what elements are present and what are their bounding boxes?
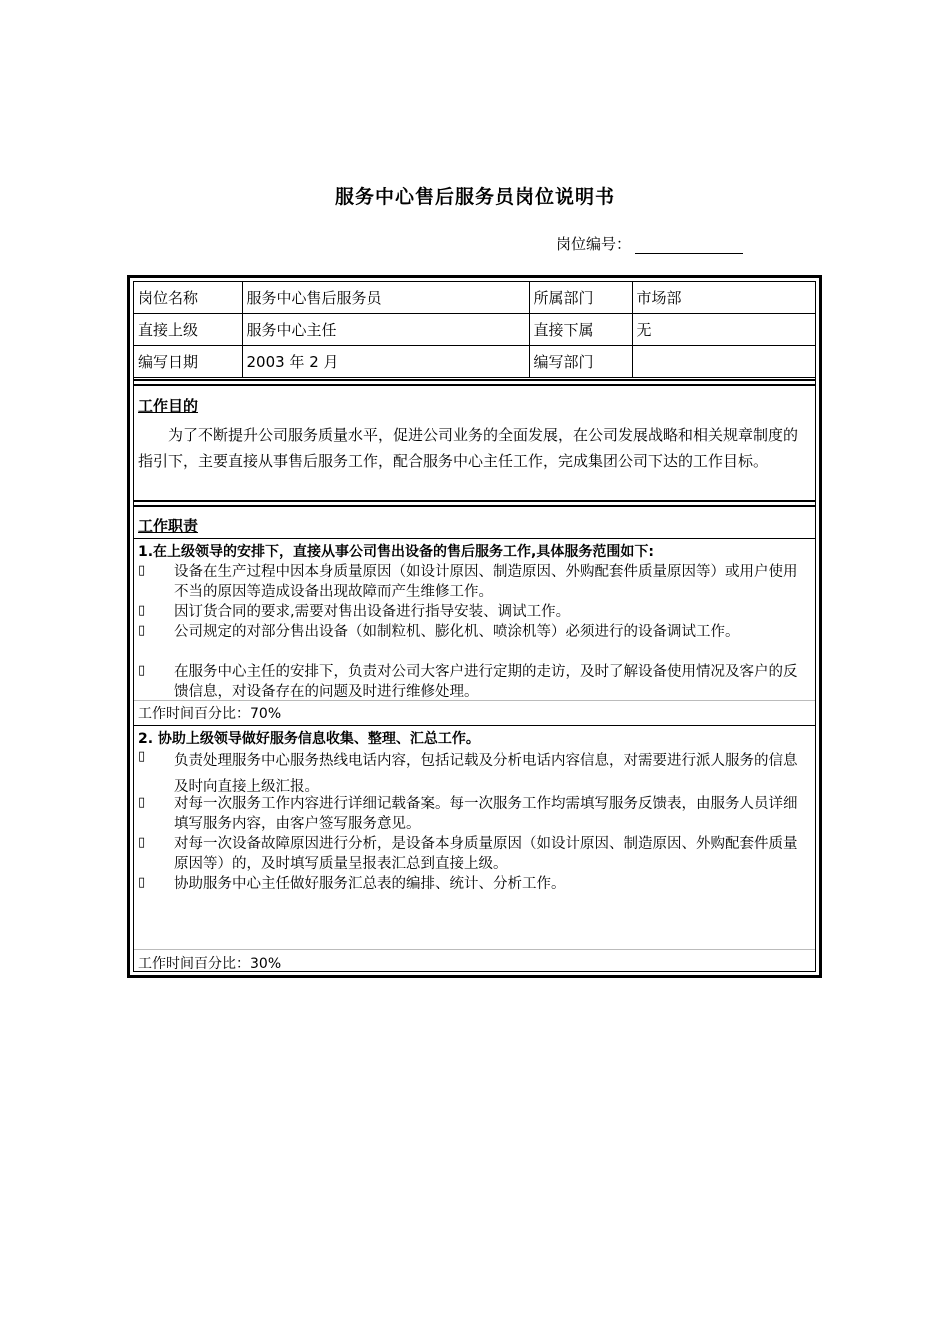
section-divider	[134, 500, 815, 507]
duty-1-title: 1.在上级领导的安排下，直接从事公司售出设备的售后服务工作,具体服务范围如下:	[138, 544, 654, 560]
info-cell: 编写日期	[134, 346, 242, 378]
purpose-text: 为了不断提升公司服务质量水平，促进公司业务的全面发展，在公司发展战略和相关规章制度的指引下，主要直接从事售后服务工作，配合服务中心主任工作，完成集团公司下达的工作目标。	[138, 426, 799, 470]
duty-2-bullet: 对每一次服务工作内容进行详细记载备案。每一次服务工作均需填写服务反馈表，由服务人员详细填写服务内容，由客户签写服务意见。	[174, 796, 798, 832]
info-cell: 岗位名称	[134, 282, 242, 314]
duty-1-bullet: 公司规定的对部分售出设备（如制粒机、膨化机、喷涂机等）必须进行的设备调试工作。	[174, 624, 740, 640]
job-description-inner	[133, 281, 816, 972]
info-row	[134, 282, 815, 314]
bullet-icon: ▯	[138, 875, 146, 890]
info-cell: 市场部	[632, 282, 815, 314]
row-divider	[134, 700, 815, 701]
post-number-label: 岗位编号：	[556, 235, 632, 253]
duty-2-bullet: 协助服务中心主任做好服务汇总表的编排、统计、分析工作。	[174, 876, 566, 892]
row-divider	[134, 538, 815, 539]
info-row	[134, 314, 815, 346]
info-cell: 所属部门	[529, 282, 632, 314]
post-number-field	[556, 233, 743, 254]
section-divider	[134, 379, 815, 386]
bullet-icon: ▯	[138, 663, 146, 678]
bullet-icon: ▯	[138, 795, 146, 810]
purpose-heading: 工作目的	[138, 397, 199, 415]
info-cell	[632, 346, 815, 378]
post-number-blank	[635, 239, 743, 254]
duty-2-time-percent: 工作时间百分比：30%	[138, 956, 282, 972]
info-cell: 服务中心售后服务员	[242, 282, 529, 314]
info-cell: 编写部门	[529, 346, 632, 378]
document-title: 服务中心售后服务员岗位说明书	[334, 186, 615, 208]
info-cell: 2003 年 2 月	[242, 346, 529, 378]
row-divider	[134, 725, 815, 726]
info-cell: 直接上级	[134, 314, 242, 346]
bullet-icon: ▯	[138, 623, 146, 638]
duty-2-title: 2. 协助上级领导做好服务信息收集、整理、汇总工作。	[138, 731, 480, 747]
duty-1-bullet: 因订货合同的要求,需要对售出设备进行指导安装、调试工作。	[174, 604, 571, 620]
duty-1-bullet: 设备在生产过程中因本身质量原因（如设计原因、制造原因、外购配套件质量原因等）或用户使用不当的原因等造成设备出现故障而产生维修工作。	[174, 564, 798, 600]
duty-1-bullet: 在服务中心主任的安排下，负责对公司大客户进行定期的走访，及时了解设备使用情况及客户的反馈信息，对设备存在的问题及时进行维修处理。	[174, 664, 798, 700]
info-row	[134, 346, 815, 378]
duties-heading: 工作职责	[138, 517, 199, 535]
job-description-frame	[127, 275, 822, 978]
bullet-icon: ▯	[138, 749, 146, 764]
info-cell: 无	[632, 314, 815, 346]
bullet-icon: ▯	[138, 603, 146, 618]
info-cell: 直接下属	[529, 314, 632, 346]
row-divider	[134, 949, 815, 950]
duty-2-bullet: 对每一次设备故障原因进行分析，是设备本身质量原因（如设计原因、制造原因、外购配套件质量原因等）的，及时填写质量呈报表汇总到直接上级。	[174, 836, 798, 872]
info-table	[134, 282, 815, 378]
bullet-icon: ▯	[138, 563, 146, 578]
duty-2-bullet: 负责处理服务中心服务热线电话内容，包括记载及分析电话内容信息，对需要进行派人服务的信息及时向直接上级汇报。	[174, 753, 798, 795]
info-cell: 服务中心主任	[242, 314, 529, 346]
bullet-icon: ▯	[138, 835, 146, 850]
duty-1-time-percent: 工作时间百分比：70%	[138, 706, 282, 722]
